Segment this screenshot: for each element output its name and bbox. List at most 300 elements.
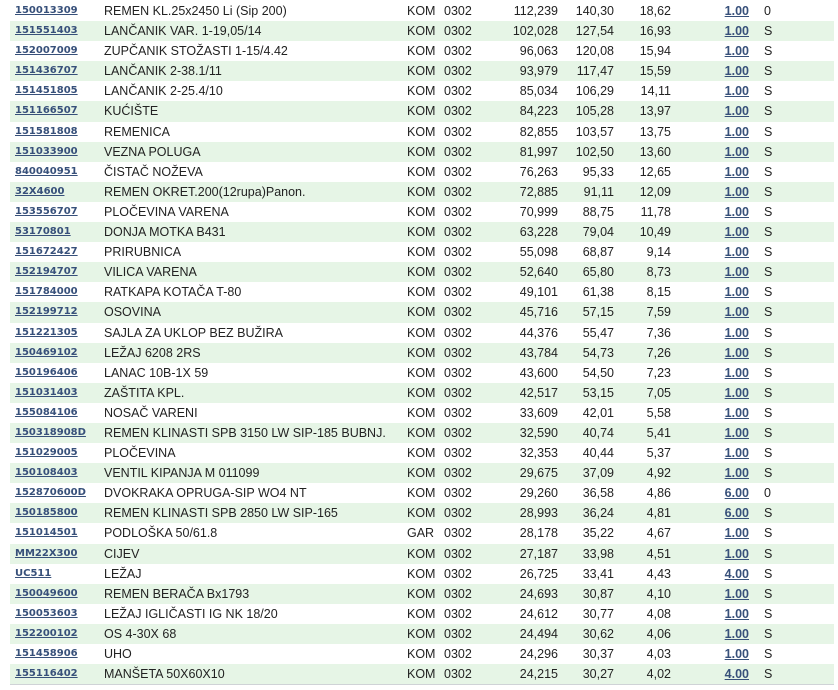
status-flag: S <box>764 124 773 139</box>
status-flag: S <box>764 365 773 380</box>
part-name: CIJEV <box>104 546 140 561</box>
value-3: 4,51 <box>646 546 671 561</box>
status-flag: S <box>764 204 773 219</box>
part-name: PODLOŠKA 50/61.8 <box>104 526 218 541</box>
table-row <box>10 162 834 182</box>
value-3: 4,08 <box>646 606 671 621</box>
part-name: VENTIL KIPANJA M 011099 <box>104 466 260 481</box>
table-row <box>10 363 834 383</box>
unit-of-measure: KOM <box>407 566 436 581</box>
quantity-link[interactable]: 1.00 <box>724 345 749 360</box>
value-2: 106,29 <box>575 84 614 99</box>
unit-of-measure: KOM <box>407 486 436 501</box>
value-1: 27,187 <box>519 546 558 561</box>
value-2: 30,27 <box>582 667 614 682</box>
value-3: 15,59 <box>639 64 671 79</box>
quantity-link[interactable]: 1.00 <box>724 24 749 39</box>
part-code-link[interactable]: 151033900 <box>15 145 78 157</box>
part-name: PRIRUBNICA <box>104 245 182 260</box>
value-3: 7,05 <box>646 385 671 400</box>
value-1: 72,885 <box>519 184 558 199</box>
unit-of-measure: KOM <box>407 285 436 300</box>
value-1: 112,239 <box>513 4 558 18</box>
part-name: REMEN OKRET.200(12rupa)Panon. <box>104 184 306 199</box>
part-code-link[interactable]: 150049600 <box>15 587 78 599</box>
value-1: 28,178 <box>519 526 558 541</box>
value-3: 16,93 <box>639 24 671 39</box>
part-code-link[interactable]: 150053603 <box>15 607 78 619</box>
table-row <box>10 443 834 463</box>
group-code: 0302 <box>444 124 472 139</box>
quantity-link[interactable]: 1.00 <box>724 365 749 380</box>
value-1: 24,612 <box>519 606 558 621</box>
value-2: 95,33 <box>582 164 614 179</box>
table-row <box>10 41 834 61</box>
status-flag: S <box>764 265 773 280</box>
value-2: 40,44 <box>582 446 614 461</box>
value-3: 4,03 <box>646 647 671 661</box>
part-name: OSOVINA <box>104 305 161 320</box>
unit-of-measure: KOM <box>407 586 436 601</box>
part-name: REMEN KLINASTI SPB 3150 LW SIP-185 BUBNJ. <box>104 425 386 440</box>
value-3: 4,02 <box>646 667 671 682</box>
quantity-link[interactable]: 1.00 <box>724 586 749 601</box>
value-2: 117,47 <box>576 64 614 79</box>
group-code: 0302 <box>444 84 472 99</box>
status-flag: S <box>764 566 773 581</box>
part-code-link[interactable]: 152200102 <box>15 627 78 639</box>
group-code: 0302 <box>444 566 472 581</box>
value-3: 4,10 <box>646 586 671 601</box>
part-code-link[interactable]: 155116402 <box>15 668 78 680</box>
value-3: 12,09 <box>639 184 671 199</box>
unit-of-measure: KOM <box>407 405 436 420</box>
value-1: 24,693 <box>519 586 558 601</box>
table-row <box>10 323 834 343</box>
status-flag: S <box>764 506 773 521</box>
group-code: 0302 <box>444 405 472 420</box>
group-code: 0302 <box>444 586 472 601</box>
part-name: VILICA VARENA <box>104 265 197 280</box>
part-name: MANŠETA 50X60X10 <box>104 667 225 682</box>
group-code: 0302 <box>444 144 472 159</box>
value-2: 68,87 <box>582 245 614 260</box>
value-1: 81,997 <box>519 144 558 159</box>
value-2: 88,75 <box>582 204 614 219</box>
quantity-link[interactable]: 6.00 <box>724 506 749 521</box>
quantity-link[interactable]: 1.00 <box>724 64 749 79</box>
unit-of-measure: KOM <box>407 385 436 400</box>
unit-of-measure: KOM <box>407 365 436 380</box>
part-name: LANČANIK VAR. 1-19,05/14 <box>104 24 262 39</box>
value-2: 127,54 <box>575 24 614 39</box>
quantity-link[interactable]: 1.00 <box>724 184 749 199</box>
unit-of-measure: KOM <box>407 204 436 219</box>
table-row <box>10 604 834 624</box>
value-2: 42,01 <box>582 405 614 420</box>
quantity-link[interactable]: 4.00 <box>724 667 749 682</box>
quantity-link[interactable]: 1.00 <box>724 405 749 420</box>
value-1: 24,296 <box>519 647 558 661</box>
status-flag: S <box>764 647 773 661</box>
quantity-link[interactable]: 1.00 <box>724 526 749 541</box>
status-flag: S <box>764 184 773 199</box>
value-1: 33,609 <box>519 405 558 420</box>
table-row <box>10 1 834 21</box>
value-1: 102,028 <box>512 24 558 39</box>
value-2: 53,15 <box>582 385 614 400</box>
unit-of-measure: KOM <box>407 506 436 521</box>
table-row <box>10 61 834 81</box>
unit-of-measure: KOM <box>407 265 436 280</box>
value-2: 54,73 <box>582 345 614 360</box>
value-2: 120,08 <box>575 44 614 59</box>
status-flag: S <box>764 425 773 440</box>
value-1: 93,979 <box>519 64 558 79</box>
quantity-link[interactable]: 1.00 <box>724 647 749 661</box>
value-2: 105,28 <box>575 104 614 119</box>
table-row <box>10 262 834 282</box>
status-flag: S <box>764 345 773 360</box>
table-row <box>10 624 834 644</box>
status-flag: S <box>764 245 773 260</box>
value-1: 55,098 <box>519 245 558 260</box>
value-3: 7,26 <box>646 345 671 360</box>
unit-of-measure: GAR <box>407 526 435 541</box>
group-code: 0302 <box>444 606 472 621</box>
group-code: 0302 <box>444 365 472 380</box>
status-flag: S <box>764 546 773 561</box>
value-1: 24,215 <box>519 667 558 682</box>
table-row <box>10 81 834 101</box>
group-code: 0302 <box>444 506 472 521</box>
quantity-link[interactable]: 1.00 <box>724 425 749 440</box>
unit-of-measure: KOM <box>407 626 436 641</box>
unit-of-measure: KOM <box>407 164 436 179</box>
unit-of-measure: KOM <box>407 144 436 159</box>
quantity-link[interactable]: 1.00 <box>724 305 749 320</box>
value-2: 37,09 <box>582 466 614 481</box>
quantity-link[interactable]: 1.00 <box>724 325 749 340</box>
quantity-link[interactable]: 1.00 <box>724 4 749 18</box>
quantity-link[interactable]: 1.00 <box>724 265 749 280</box>
value-1: 96,063 <box>519 44 558 59</box>
unit-of-measure: KOM <box>407 4 436 18</box>
quantity-link[interactable]: 1.00 <box>724 466 749 481</box>
value-1: 52,640 <box>519 265 558 280</box>
part-code-link[interactable]: 150318908D <box>15 426 86 438</box>
status-flag: S <box>764 144 773 159</box>
status-flag: S <box>764 305 773 320</box>
table-row <box>10 182 834 202</box>
part-code-link[interactable]: UC511 <box>15 567 52 579</box>
value-1: 44,376 <box>519 325 558 340</box>
table-row <box>10 101 834 121</box>
group-code: 0302 <box>444 245 472 260</box>
part-code-link[interactable]: 151436707 <box>15 65 78 77</box>
status-flag: S <box>764 285 773 300</box>
group-code: 0302 <box>444 24 472 39</box>
part-name: KUĆIŠTE <box>104 104 159 119</box>
part-name: UHO <box>104 647 132 661</box>
parts-table <box>10 1 834 685</box>
table-row <box>10 343 834 363</box>
unit-of-measure: KOM <box>407 184 436 199</box>
value-2: 61,38 <box>582 285 614 300</box>
part-code-link[interactable]: 150185800 <box>15 507 78 519</box>
quantity-link[interactable]: 1.00 <box>724 626 749 641</box>
table-row <box>10 202 834 222</box>
status-flag: S <box>764 84 773 99</box>
quantity-link[interactable]: 1.00 <box>724 144 749 159</box>
group-code: 0302 <box>444 425 472 440</box>
value-1: 32,353 <box>519 446 558 461</box>
value-1: 49,101 <box>519 285 558 300</box>
value-1: 29,260 <box>519 486 558 501</box>
group-code: 0302 <box>444 104 472 119</box>
value-3: 11,78 <box>640 204 671 219</box>
group-code: 0302 <box>444 225 472 240</box>
part-name: PLOČEVINA <box>104 446 176 461</box>
group-code: 0302 <box>444 44 472 59</box>
value-2: 65,80 <box>582 265 614 280</box>
part-code-link[interactable]: 151672427 <box>15 246 78 258</box>
table-row <box>10 122 834 142</box>
part-code-link[interactable]: 151451805 <box>15 85 78 97</box>
quantity-link[interactable]: 1.00 <box>724 104 749 119</box>
value-1: 29,675 <box>519 466 558 481</box>
group-code: 0302 <box>444 647 472 661</box>
value-1: 45,716 <box>519 305 558 320</box>
quantity-link[interactable]: 1.00 <box>724 285 749 300</box>
table-row <box>10 142 834 162</box>
group-code: 0302 <box>444 164 472 179</box>
table-row <box>10 21 834 41</box>
table-row <box>10 483 834 503</box>
status-flag: S <box>764 526 773 541</box>
value-1: 43,600 <box>519 365 558 380</box>
value-3: 7,23 <box>646 365 671 380</box>
part-name: LANČANIK 2-38.1/11 <box>104 64 222 79</box>
part-name: ZAŠTITA KPL. <box>104 385 185 400</box>
part-code-link[interactable]: 151031403 <box>15 386 78 398</box>
part-name: RATKAPA KOTAČA T-80 <box>104 285 242 300</box>
value-2: 30,77 <box>582 606 614 621</box>
value-1: 85,034 <box>519 84 558 99</box>
status-flag: S <box>764 405 773 420</box>
value-2: 30,37 <box>582 647 614 661</box>
quantity-link[interactable]: 1.00 <box>724 225 749 240</box>
unit-of-measure: KOM <box>407 546 436 561</box>
part-code-link[interactable]: 152199712 <box>15 306 78 318</box>
group-code: 0302 <box>444 305 472 320</box>
part-name: NOSAČ VARENI <box>104 405 198 420</box>
status-flag: S <box>764 64 773 79</box>
part-name: REMEN KLINASTI SPB 2850 LW SIP-165 <box>104 506 338 521</box>
part-code-link[interactable]: 152870600D <box>15 487 86 499</box>
quantity-link[interactable]: 1.00 <box>724 446 749 461</box>
part-name: LEŽAJ <box>104 566 142 581</box>
table-row <box>10 544 834 564</box>
value-3: 13,75 <box>639 124 671 139</box>
value-3: 7,59 <box>646 305 671 320</box>
status-flag: S <box>764 626 773 641</box>
value-2: 30,87 <box>582 586 614 601</box>
table-row <box>10 584 834 604</box>
group-code: 0302 <box>444 345 472 360</box>
status-flag: S <box>764 44 773 59</box>
part-code-link[interactable]: 152194707 <box>15 266 78 278</box>
part-code-link[interactable]: 151166507 <box>15 105 78 117</box>
group-code: 0302 <box>444 325 472 340</box>
quantity-link[interactable]: 1.00 <box>724 84 749 99</box>
table-row <box>10 302 834 322</box>
quantity-link[interactable]: 6.00 <box>724 486 749 501</box>
value-3: 4,06 <box>646 626 671 641</box>
part-code-link[interactable]: 150469102 <box>15 346 78 358</box>
quantity-link[interactable]: 1.00 <box>724 245 749 260</box>
part-name: PLOČEVINA VARENA <box>104 204 229 219</box>
value-3: 13,60 <box>639 144 671 159</box>
status-flag: S <box>764 225 773 240</box>
quantity-link[interactable]: 1.00 <box>724 204 749 219</box>
part-code-link[interactable]: 151458906 <box>15 648 78 659</box>
group-code: 0302 <box>444 4 472 18</box>
quantity-link[interactable]: 1.00 <box>724 606 749 621</box>
group-code: 0302 <box>444 385 472 400</box>
part-name: DONJA MOTKA B431 <box>104 225 226 240</box>
part-name: SAJLA ZA UKLOP BEZ BUŽIRA <box>104 325 283 340</box>
table-row <box>10 503 834 523</box>
group-code: 0302 <box>444 64 472 79</box>
value-3: 5,41 <box>646 425 671 440</box>
value-3: 8,73 <box>646 265 671 280</box>
part-name: REMENICA <box>104 124 170 139</box>
unit-of-measure: KOM <box>407 64 436 79</box>
table-row <box>10 664 834 684</box>
part-code-link[interactable]: 151014501 <box>15 527 78 539</box>
part-name: LEŽAJ 6208 2RS <box>104 345 201 360</box>
unit-of-measure: KOM <box>407 647 436 661</box>
unit-of-measure: KOM <box>407 225 436 240</box>
quantity-link[interactable]: 1.00 <box>724 44 749 59</box>
status-flag: S <box>764 385 773 400</box>
table-row <box>10 423 834 443</box>
part-code-link[interactable]: 151784000 <box>15 286 78 298</box>
unit-of-measure: KOM <box>407 104 436 119</box>
value-2: 33,98 <box>582 546 614 561</box>
part-code-link[interactable]: 155084106 <box>15 406 78 418</box>
group-code: 0302 <box>444 466 472 481</box>
value-2: 33,41 <box>582 566 614 581</box>
table-row <box>10 383 834 403</box>
value-3: 4,86 <box>646 486 671 501</box>
quantity-link[interactable]: 1.00 <box>724 164 749 179</box>
value-2: 57,15 <box>582 305 614 320</box>
unit-of-measure: KOM <box>407 124 436 139</box>
value-1: 26,725 <box>519 566 558 581</box>
group-code: 0302 <box>444 546 472 561</box>
value-3: 5,58 <box>646 405 671 420</box>
unit-of-measure: KOM <box>407 606 436 621</box>
value-1: 43,784 <box>519 345 558 360</box>
part-name: REMEN BERAČA Bx1793 <box>104 586 250 601</box>
value-2: 30,62 <box>582 626 614 641</box>
value-3: 4,43 <box>646 566 671 581</box>
status-flag: S <box>764 24 773 39</box>
value-2: 140,30 <box>575 4 614 18</box>
part-code-link[interactable]: MM22X300 <box>15 547 78 559</box>
status-flag: S <box>764 164 773 179</box>
part-name: DVOKRAKA OPRUGA-SIP WO4 NT <box>104 486 307 501</box>
quantity-link[interactable]: 1.00 <box>724 385 749 400</box>
quantity-link[interactable]: 4.00 <box>724 566 749 581</box>
value-2: 55,47 <box>582 325 614 340</box>
value-1: 32,590 <box>519 425 558 440</box>
unit-of-measure: KOM <box>407 44 436 59</box>
value-2: 35,22 <box>582 526 614 541</box>
unit-of-measure: KOM <box>407 667 436 682</box>
value-1: 28,993 <box>519 506 558 521</box>
group-code: 0302 <box>444 446 472 461</box>
part-code-link[interactable]: 151029005 <box>15 447 78 459</box>
part-code-link[interactable]: 53170801 <box>15 226 71 238</box>
value-1: 76,263 <box>519 164 558 179</box>
value-2: 102,50 <box>575 144 614 159</box>
value-1: 63,228 <box>519 225 558 240</box>
part-code-link[interactable]: 153556707 <box>15 205 78 217</box>
status-flag: S <box>764 466 773 481</box>
value-3: 7,36 <box>646 325 671 340</box>
part-code-link[interactable]: 152007009 <box>15 45 78 57</box>
group-code: 0302 <box>444 265 472 280</box>
group-code: 0302 <box>444 204 472 219</box>
value-3: 12,65 <box>639 164 671 179</box>
group-code: 0302 <box>444 626 472 641</box>
table-row <box>10 403 834 423</box>
part-code-link[interactable]: 151221305 <box>15 326 78 338</box>
table-row <box>10 242 834 262</box>
value-1: 70,999 <box>519 204 558 219</box>
quantity-link[interactable]: 1.00 <box>724 124 749 139</box>
group-code: 0302 <box>444 486 472 501</box>
part-name: ČISTAČ NOŽEVA <box>104 164 203 179</box>
table-row <box>10 282 834 302</box>
part-code-link[interactable]: 151581808 <box>15 125 78 137</box>
value-1: 84,223 <box>519 104 558 119</box>
part-code-link[interactable]: 150013309 <box>15 5 78 16</box>
status-flag: S <box>764 446 773 461</box>
status-flag: S <box>764 586 773 601</box>
value-3: 9,14 <box>646 245 671 260</box>
table-row <box>10 644 834 664</box>
part-code-link[interactable]: 150108403 <box>15 467 78 479</box>
status-flag: S <box>764 606 773 621</box>
part-name: VEZNA POLUGA <box>104 144 201 159</box>
part-code-link[interactable]: 150196406 <box>15 366 78 378</box>
unit-of-measure: KOM <box>407 24 436 39</box>
value-2: 79,04 <box>582 225 614 240</box>
unit-of-measure: KOM <box>407 466 436 481</box>
group-code: 0302 <box>444 285 472 300</box>
status-flag: S <box>764 325 773 340</box>
part-code-link[interactable]: 32X4600 <box>15 185 65 197</box>
part-code-link[interactable]: 840040951 <box>15 165 78 177</box>
part-code-link[interactable]: 151551403 <box>15 25 78 37</box>
status-flag: S <box>764 104 773 119</box>
unit-of-measure: KOM <box>407 425 436 440</box>
quantity-link[interactable]: 1.00 <box>724 546 749 561</box>
